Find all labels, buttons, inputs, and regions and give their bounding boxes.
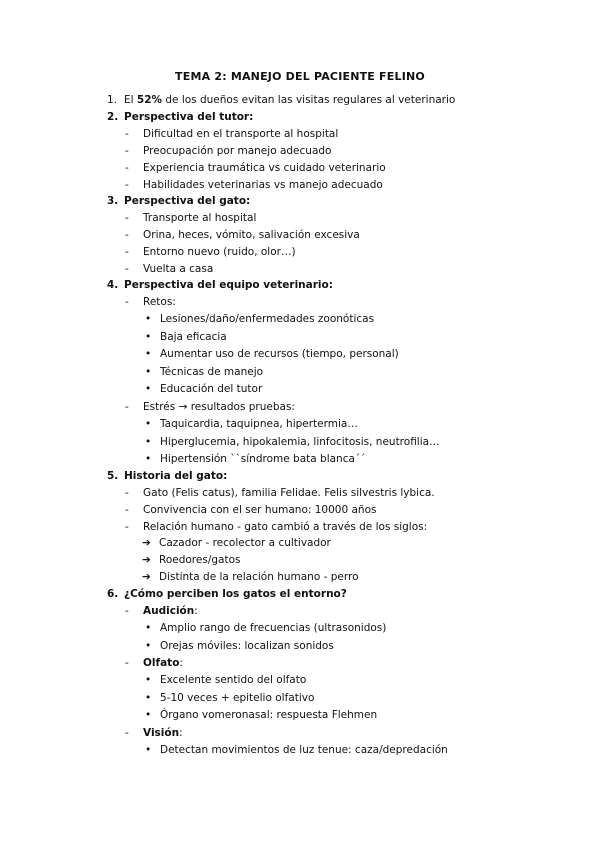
page-title: TEMA 2: MANEJO DEL PACIENTE FELINO <box>175 70 425 83</box>
bullet-marker: • <box>145 674 152 686</box>
subsection-label <box>143 656 183 670</box>
item-text: Convivencia con el ser humano: 10000 años <box>143 504 377 516</box>
item-text: Relación humano - gato cambió a través de los siglos: <box>143 521 428 533</box>
item-text: Aumentar uso de recursos (tiempo, personal) <box>160 348 399 360</box>
dash-marker: - <box>125 179 129 191</box>
item-text: Taquicardia, taquipnea, hipertermia… <box>160 418 358 430</box>
item-text: Hiperglucemia, hipokalemia, linfocitosis, neutrofilia… <box>160 436 440 448</box>
colon: : <box>179 657 183 669</box>
item-text: Órgano vomeronasal: respuesta Flehmen <box>160 709 378 721</box>
subsection-title: Olfato <box>143 657 180 669</box>
item-text: Retos: <box>143 296 176 308</box>
item-text: Técnicas de manejo <box>160 366 264 378</box>
subsection-title: Audición <box>143 605 195 617</box>
dash-marker: - <box>125 162 129 174</box>
item-text: Cazador - recolector a cultivador <box>159 537 331 549</box>
dash-marker: - <box>125 296 129 308</box>
section-number: 4. <box>107 279 119 291</box>
dash-marker: - <box>125 504 129 516</box>
section-number: 3. <box>107 195 119 207</box>
section-number: 6. <box>107 588 119 600</box>
bullet-marker: • <box>145 331 152 343</box>
text-bold-percent: 52% <box>136 94 163 106</box>
item-text: 5-10 veces + epitelio olfativo <box>160 692 315 704</box>
dash-marker: - <box>125 145 129 157</box>
item-text: Orejas móviles: localizan sonidos <box>160 640 334 652</box>
subsection-label <box>143 726 183 740</box>
item-text: Gato (Felis catus), familia Felidae. Felis silvestris lybica. <box>143 487 435 499</box>
item-text: Hipertensión ``síndrome bata blanca´´ <box>160 453 366 465</box>
bullet-marker: • <box>145 640 152 652</box>
section-heading-text: Perspectiva del gato: <box>124 195 251 207</box>
bullet-marker: • <box>145 366 152 378</box>
item-text: Baja eficacia <box>160 331 227 343</box>
colon: : <box>179 727 183 739</box>
section-heading-text: ¿Cómo perciben los gatos el entorno? <box>124 588 347 600</box>
dash-marker: - <box>125 487 129 499</box>
item-text: Excelente sentido del olfato <box>160 674 307 686</box>
section-heading-text: Perspectiva del equipo veterinario: <box>124 279 333 291</box>
arrow-right-icon: ➔ <box>142 554 151 566</box>
bullet-marker: • <box>145 622 152 634</box>
item-text: Orina, heces, vómito, salivación excesiva <box>143 229 360 241</box>
item-text: Lesiones/daño/enfermedades zoonóticas <box>160 313 375 325</box>
text-pre: El <box>124 94 137 106</box>
item-text: Vuelta a casa <box>143 263 214 275</box>
bullet-marker: • <box>145 313 152 325</box>
item-text: Roedores/gatos <box>159 554 241 566</box>
dash-marker: - <box>125 401 129 413</box>
dash-marker: - <box>125 521 129 533</box>
item-text: Preocupación por manejo adecuado <box>143 145 332 157</box>
arrow-right-icon: ➔ <box>142 537 151 549</box>
bullet-marker: • <box>145 348 152 360</box>
arrow-right-icon: ➔ <box>142 571 151 583</box>
bullet-marker: • <box>145 418 152 430</box>
section-heading-text: Historia del gato: <box>124 470 228 482</box>
dash-marker: - <box>125 727 129 739</box>
bullet-marker: • <box>145 453 152 465</box>
bullet-marker: • <box>145 744 152 756</box>
text-post: de los dueños evitan las visitas regulares al veterinario <box>162 94 456 106</box>
colon: : <box>194 605 198 617</box>
item-text: Educación del tutor <box>160 383 263 395</box>
bullet-marker: • <box>145 436 152 448</box>
subsection-label <box>143 604 198 618</box>
bullet-marker: • <box>145 383 152 395</box>
bullet-marker: • <box>145 709 152 721</box>
item-text: Entorno nuevo (ruido, olor…) <box>143 246 296 258</box>
dash-marker: - <box>125 263 129 275</box>
item-text: Habilidades veterinarias vs manejo adecuado <box>143 179 383 191</box>
dash-marker: - <box>125 605 129 617</box>
dash-marker: - <box>125 128 129 140</box>
section-1-text <box>124 93 455 107</box>
item-text: Dificultad en el transporte al hospital <box>143 128 339 140</box>
dash-marker: - <box>125 212 129 224</box>
item-text: Transporte al hospital <box>143 212 257 224</box>
section-number: 1. <box>107 94 118 106</box>
item-text: Distinta de la relación humano - perro <box>159 571 359 583</box>
subsection-title: Visión <box>143 727 180 739</box>
bullet-marker: • <box>145 692 152 704</box>
dash-marker: - <box>125 657 129 669</box>
section-heading-text: Perspectiva del tutor: <box>124 111 254 123</box>
item-text: Estrés → resultados pruebas: <box>143 401 295 413</box>
dash-marker: - <box>125 246 129 258</box>
item-text: Detectan movimientos de luz tenue: caza/depredación <box>160 744 448 756</box>
section-number: 5. <box>107 470 119 482</box>
item-text: Amplio rango de frecuencias (ultrasonidos) <box>160 622 387 634</box>
dash-marker: - <box>125 229 129 241</box>
section-number: 2. <box>107 111 119 123</box>
item-text: Experiencia traumática vs cuidado veterinario <box>143 162 386 174</box>
